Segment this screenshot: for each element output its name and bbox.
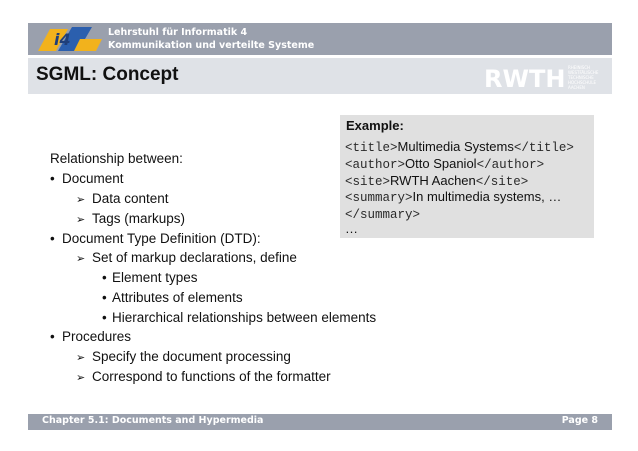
svg-text:WESTFÄLISCHE: WESTFÄLISCHE	[568, 70, 599, 75]
list-item: • Procedures	[50, 329, 132, 344]
arrow-bullet-icon: ➢	[76, 214, 86, 226]
chair-name	[108, 26, 314, 52]
list-item: • Document Type Definition (DTD):	[50, 231, 261, 246]
example-line: <title>Multimedia Systems</title>	[345, 139, 574, 155]
list-item: • Document	[50, 171, 124, 186]
list-item: ➢ Specify the document processing	[76, 349, 291, 364]
chapter-label: Chapter 5.1: Documents and Hypermedia	[42, 415, 264, 426]
page-title: SGML: Concept	[36, 64, 179, 85]
bullet-icon: •	[102, 270, 107, 285]
header-line-2: Kommunikation und verteilte Systeme	[108, 40, 315, 51]
example-line: …	[345, 221, 358, 236]
bullet-icon: •	[50, 231, 55, 246]
svg-text:TECHNISCHE: TECHNISCHE	[568, 75, 594, 80]
i4-logo	[34, 21, 104, 55]
list-item: ➢ Tags (markups)	[76, 211, 186, 226]
bullet-icon: •	[50, 329, 55, 344]
list-item: • Attributes of elements	[102, 290, 243, 305]
arrow-bullet-icon: ➢	[76, 253, 86, 265]
rwth-logo	[484, 63, 599, 93]
svg-text:AACHEN: AACHEN	[568, 85, 585, 90]
bullet-icon: •	[102, 310, 107, 325]
page-number: Page 8	[561, 415, 598, 426]
arrow-bullet-icon: ➢	[76, 372, 86, 384]
intro-text: Relationship between:	[50, 151, 183, 166]
list-item: • Element types	[102, 270, 198, 285]
rwth-logo-text: RWTH	[484, 65, 566, 93]
bullet-icon: •	[50, 171, 55, 186]
example-line: <author>Otto Spaniol</author>	[345, 156, 545, 172]
header-line-1: Lehrstuhl für Informatik 4	[108, 27, 248, 38]
svg-text:HOCHSCHULE: HOCHSCHULE	[568, 80, 596, 85]
example-heading: Example:	[346, 118, 404, 133]
example-line: <site>RWTH Aachen</site>	[345, 173, 529, 189]
svg-text:RHEINISCH: RHEINISCH	[568, 65, 591, 70]
list-item: ➢ Set of markup declarations, define	[76, 250, 297, 265]
list-item: ➢ Correspond to functions of the formatter	[76, 369, 331, 384]
i4-logo-text: i4	[54, 30, 71, 49]
arrow-bullet-icon: ➢	[76, 194, 86, 206]
arrow-bullet-icon: ➢	[76, 352, 86, 364]
example-line: <summary>In multimedia systems, …	[345, 189, 562, 205]
bullet-icon: •	[102, 290, 107, 305]
list-item: ➢ Data content	[76, 191, 169, 206]
list-item: • Hierarchical relationships between elements	[102, 310, 377, 325]
example-line: </summary>	[345, 208, 421, 222]
